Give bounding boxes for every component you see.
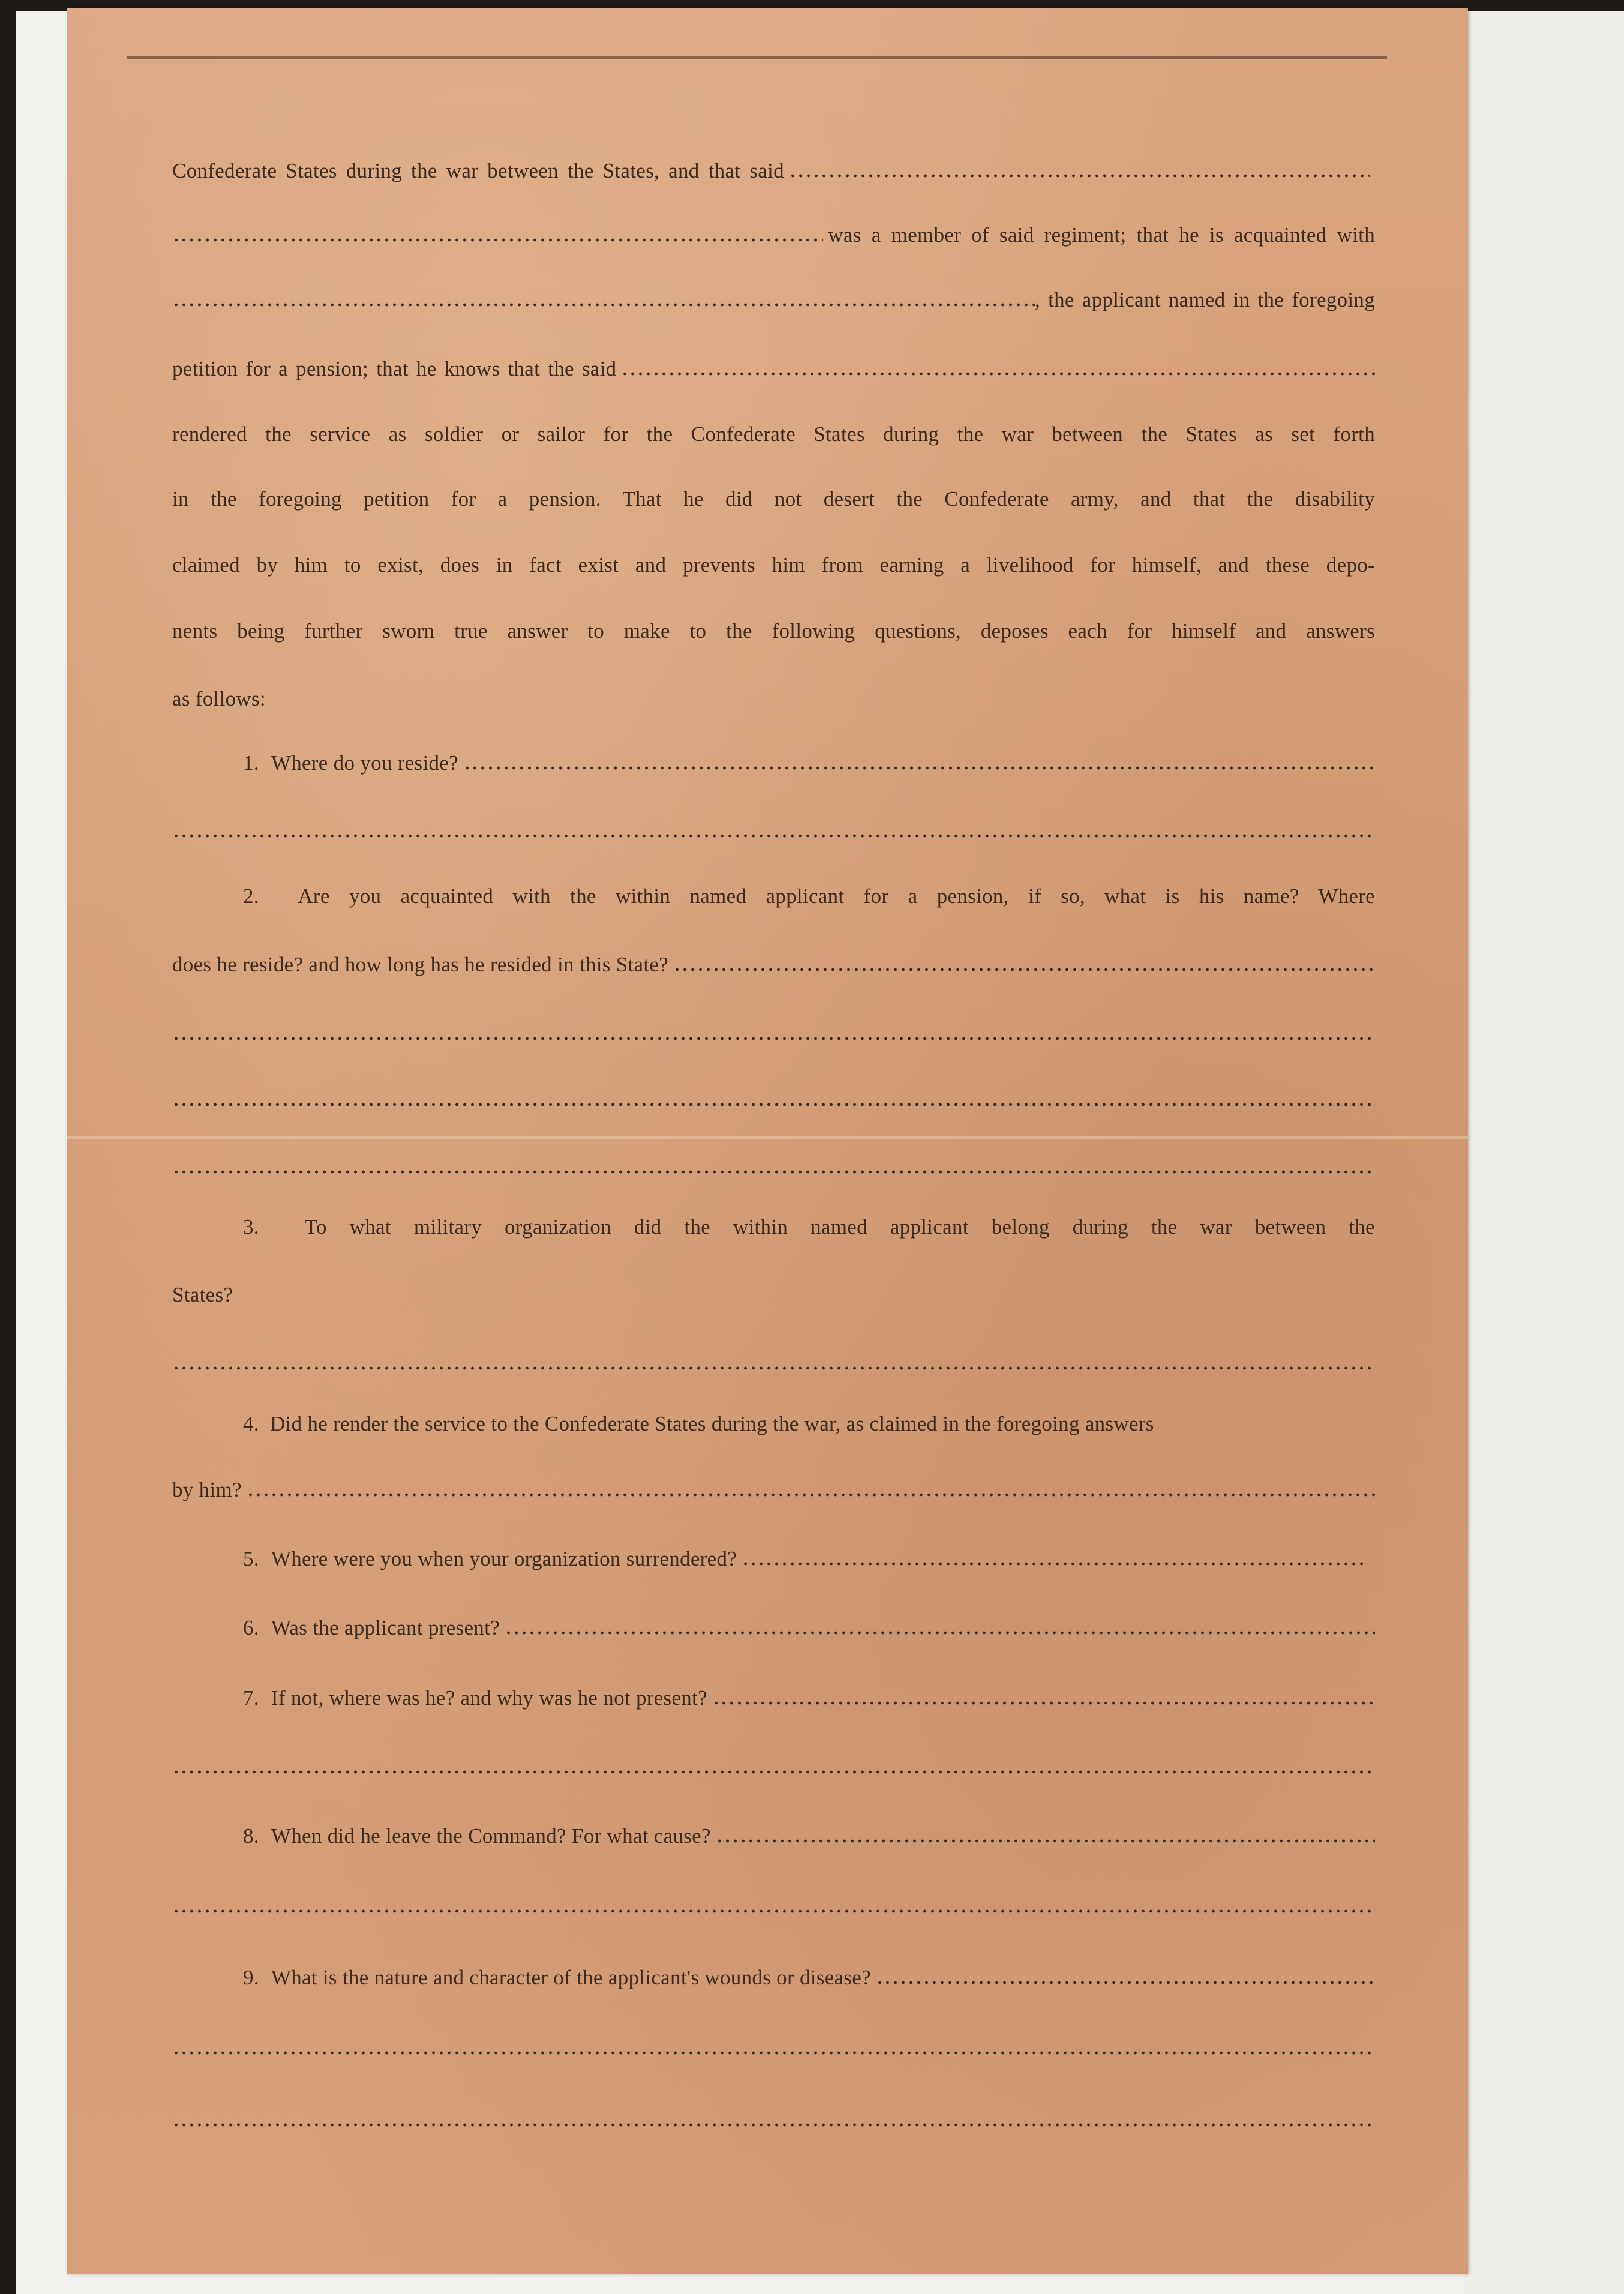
question-text: Are you acquainted with the within named applicant for a pension, if so, what is his name? Where [298,884,1375,908]
answer-blank[interactable] [463,766,1375,770]
question-text: Where were you when your organization surrendered? [271,1547,737,1570]
answer-line[interactable] [172,819,1375,843]
question-text: If not, where was he? and why was he not present? [271,1686,707,1710]
answer-line[interactable] [172,2108,1375,2132]
fill-in-blank [789,174,1370,178]
answer-blank[interactable] [172,2051,1375,2055]
text-line: claimed by him to exist, does in fact exist and prevents him from earning a livelihood for himself, and these depo- [172,553,1375,577]
question-number: 1. [243,751,259,775]
text-line: in the foregoing petition for a pension. That he did not desert the Confederate army, and that the disability [172,487,1375,511]
question-6 [243,1616,1375,1640]
text-line-content: petition for a pension; that he knows that the said [172,357,617,380]
answer-line[interactable] [172,1155,1375,1179]
answer-line[interactable] [172,1351,1375,1375]
question-2-continuation [172,953,1375,977]
answer-blank[interactable] [172,834,1375,838]
answer-blank[interactable] [505,1631,1375,1635]
answer-blank[interactable] [172,1770,1375,1774]
header-rule [127,56,1387,59]
question-text: by him? [172,1478,242,1501]
answer-line[interactable] [172,2036,1375,2060]
question-text: Was the applicant present? [271,1616,500,1639]
answer-line[interactable] [172,1088,1375,1112]
text-line: nents being further sworn true answer to make to the following questions, deposes each for himself and answers [172,619,1375,643]
question-number: 4. [243,1412,259,1435]
answer-blank[interactable] [712,1701,1375,1705]
question-8 [243,1824,1375,1848]
text-line [172,288,1375,312]
question-number: 3. [243,1215,259,1239]
answer-line[interactable] [172,1894,1375,1918]
answer-blank[interactable] [673,968,1375,971]
answer-blank[interactable] [172,1103,1375,1106]
question-3-continuation [172,1283,1375,1307]
question-4-continuation [172,1478,1375,1502]
question-number: 7. [243,1686,259,1710]
text-line-content: Confederate States during the war between the States, and that said [172,159,784,182]
question-number: 6. [243,1616,259,1639]
answer-blank[interactable] [172,1909,1375,1913]
question-text: does he reside? and how long has he resided in this State? [172,953,669,976]
question-7 [243,1686,1375,1710]
question-text: Did he render the service to the Confederate States during the war, as claimed in the foregoing answers [269,1412,1154,1435]
question-1 [243,751,1375,775]
text-line [172,159,1375,183]
fill-in-blank [172,238,823,242]
scan-background [1464,11,1624,2294]
text-line: rendered the service as soldier or sailor for the Confederate States during the war between the States as set forth [172,422,1375,446]
question-number: 2. [243,884,259,908]
document-page [67,8,1468,2274]
question-9 [243,1966,1375,1990]
text-line-content: , the applicant named in the foregoing [1034,288,1375,311]
text-line-content: was a member of said regiment; that he is acquainted with [828,223,1375,247]
question-number: 9. [243,1966,259,1989]
answer-blank[interactable] [172,1037,1375,1040]
question-5 [243,1547,1363,1571]
answer-blank[interactable] [172,1366,1375,1370]
answer-blank[interactable] [172,1170,1375,1174]
question-text: States? [172,1283,233,1306]
question-text: What is the nature and character of the applicant's wounds or disease? [271,1966,871,1989]
answer-blank[interactable] [716,1839,1375,1843]
question-4 [243,1412,1375,1436]
question-number: 5. [243,1547,259,1570]
question-text: To what military organization did the within named applicant belong during the war between the [304,1215,1375,1239]
text-line [172,357,1375,381]
text-line: as follows: [172,687,266,710]
fold-crease [67,1136,1468,1139]
answer-blank[interactable] [172,2123,1375,2127]
answer-line[interactable] [172,1022,1375,1046]
question-2 [243,884,1375,908]
answer-line[interactable] [172,1755,1375,1779]
answer-blank[interactable] [876,1981,1375,1984]
question-number: 8. [243,1824,259,1848]
answer-blank[interactable] [742,1562,1363,1566]
question-text: When did he leave the Command? For what cause? [271,1824,711,1848]
scan-border-left [0,0,16,2294]
fill-in-blank [621,372,1375,376]
text-line [172,223,1375,247]
question-3 [243,1215,1375,1239]
answer-blank[interactable] [247,1493,1375,1497]
question-text: Where do you reside? [271,751,458,775]
fill-in-blank [172,303,1035,307]
